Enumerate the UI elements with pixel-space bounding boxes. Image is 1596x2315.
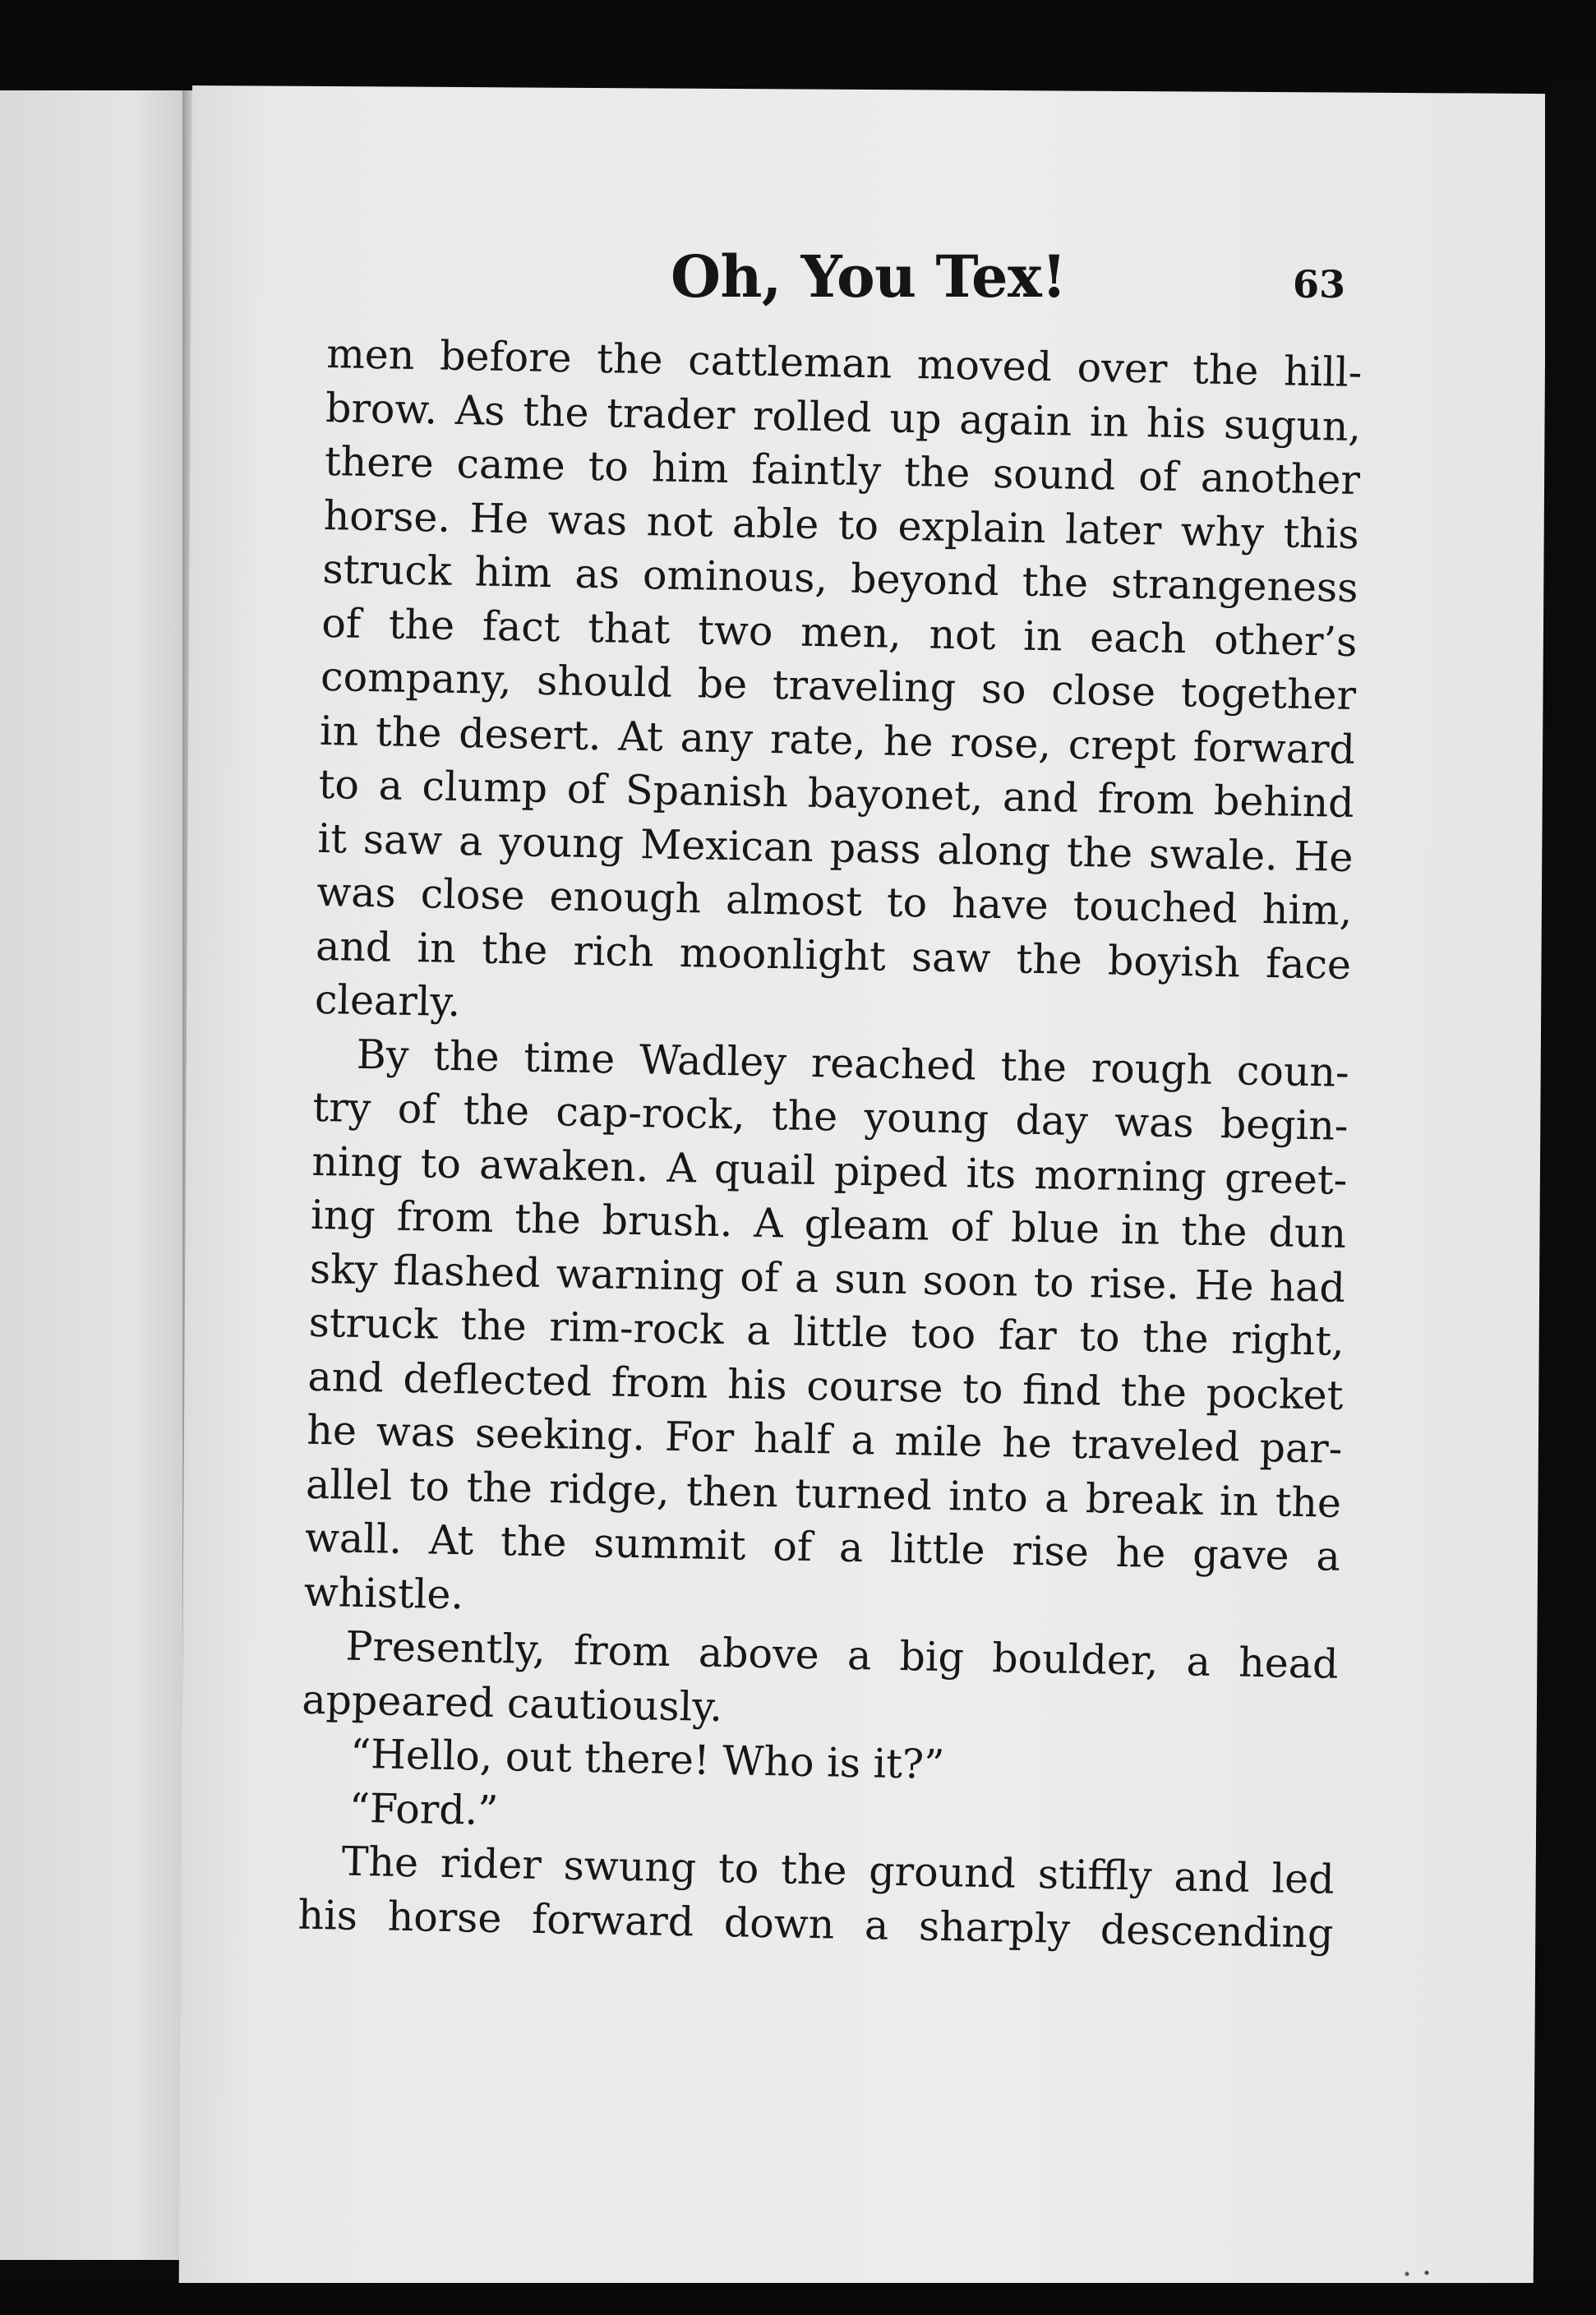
- page-number: 63: [1293, 262, 1346, 307]
- text-line: there came to him faintly the sound of another: [324, 437, 1361, 505]
- scan-border-top: [0, 0, 1596, 92]
- text-line: and deflected from his course to find the pocket: [307, 1353, 1344, 1419]
- page-header: [192, 242, 1376, 316]
- text-line: wall. At the summit of a little rise he gave a: [304, 1514, 1341, 1580]
- running-title: Oh, You Tex!: [671, 242, 1067, 311]
- text-line: The rider swung to the ground stiffly and led: [341, 1838, 1335, 1903]
- text-line: company, should be traveling so close together: [320, 653, 1357, 720]
- scan-border-bottom: [0, 2283, 1596, 2315]
- text-line: he was seeking. For half a mile he traveled par-: [306, 1406, 1343, 1473]
- text-line: “Hello, out there! Who is it?”: [349, 1730, 945, 1789]
- body-text: [298, 327, 1363, 1961]
- text-line: allel to the ridge, then turned into a break in the: [305, 1460, 1342, 1527]
- text-line: “Ford.”: [348, 1784, 499, 1834]
- text-line: to a clump of Spanish bayonet, and from behind: [318, 760, 1355, 827]
- text-line: his horse forward down a sharply descending: [298, 1891, 1334, 1958]
- text-line: By the time Wadley reached the rough coun-: [356, 1031, 1350, 1096]
- text-line: and in the rich moonlight saw the boyish face: [315, 922, 1352, 989]
- text-line: men before the cattleman moved over the hill-: [325, 330, 1363, 397]
- scan-border-right: [1545, 82, 1596, 2315]
- text-line: sky flashed warning of a sun soon to rise. He had: [309, 1245, 1346, 1312]
- text-line: horse. He was not able to explain later why this: [323, 491, 1360, 558]
- text-line: struck him as ominous, beyond the strangeness: [322, 545, 1358, 612]
- text-line: brow. As the trader rolled up again in his sugun,: [325, 384, 1362, 450]
- scan-dust: [1397, 2268, 1446, 2280]
- text-line: struck the rim-rock a little too far to the right,: [308, 1298, 1345, 1365]
- text-line: was close enough almost to have touched him,: [316, 868, 1353, 934]
- text-line: clearly.: [314, 975, 461, 1026]
- text-line: try of the cap-rock, the young day was begin-: [312, 1083, 1349, 1150]
- text-line: ning to awaken. A quail piped its morning greet-: [311, 1137, 1348, 1204]
- left-page-edge: [0, 90, 187, 2260]
- text-line: appeared cautiously.: [301, 1676, 723, 1731]
- text-line: of the fact that two men, not in each other’s: [321, 599, 1358, 666]
- text-line: ing from the brush. A gleam of blue in the dun: [310, 1191, 1347, 1257]
- text-line: whistle.: [303, 1568, 464, 1618]
- text-line: it saw a young Mexican pass along the swale. He: [317, 814, 1354, 881]
- text-line: Presently, from above a big boulder, a head: [345, 1622, 1339, 1688]
- text-line: in the desert. At any rate, he rose, crept forward: [319, 707, 1356, 773]
